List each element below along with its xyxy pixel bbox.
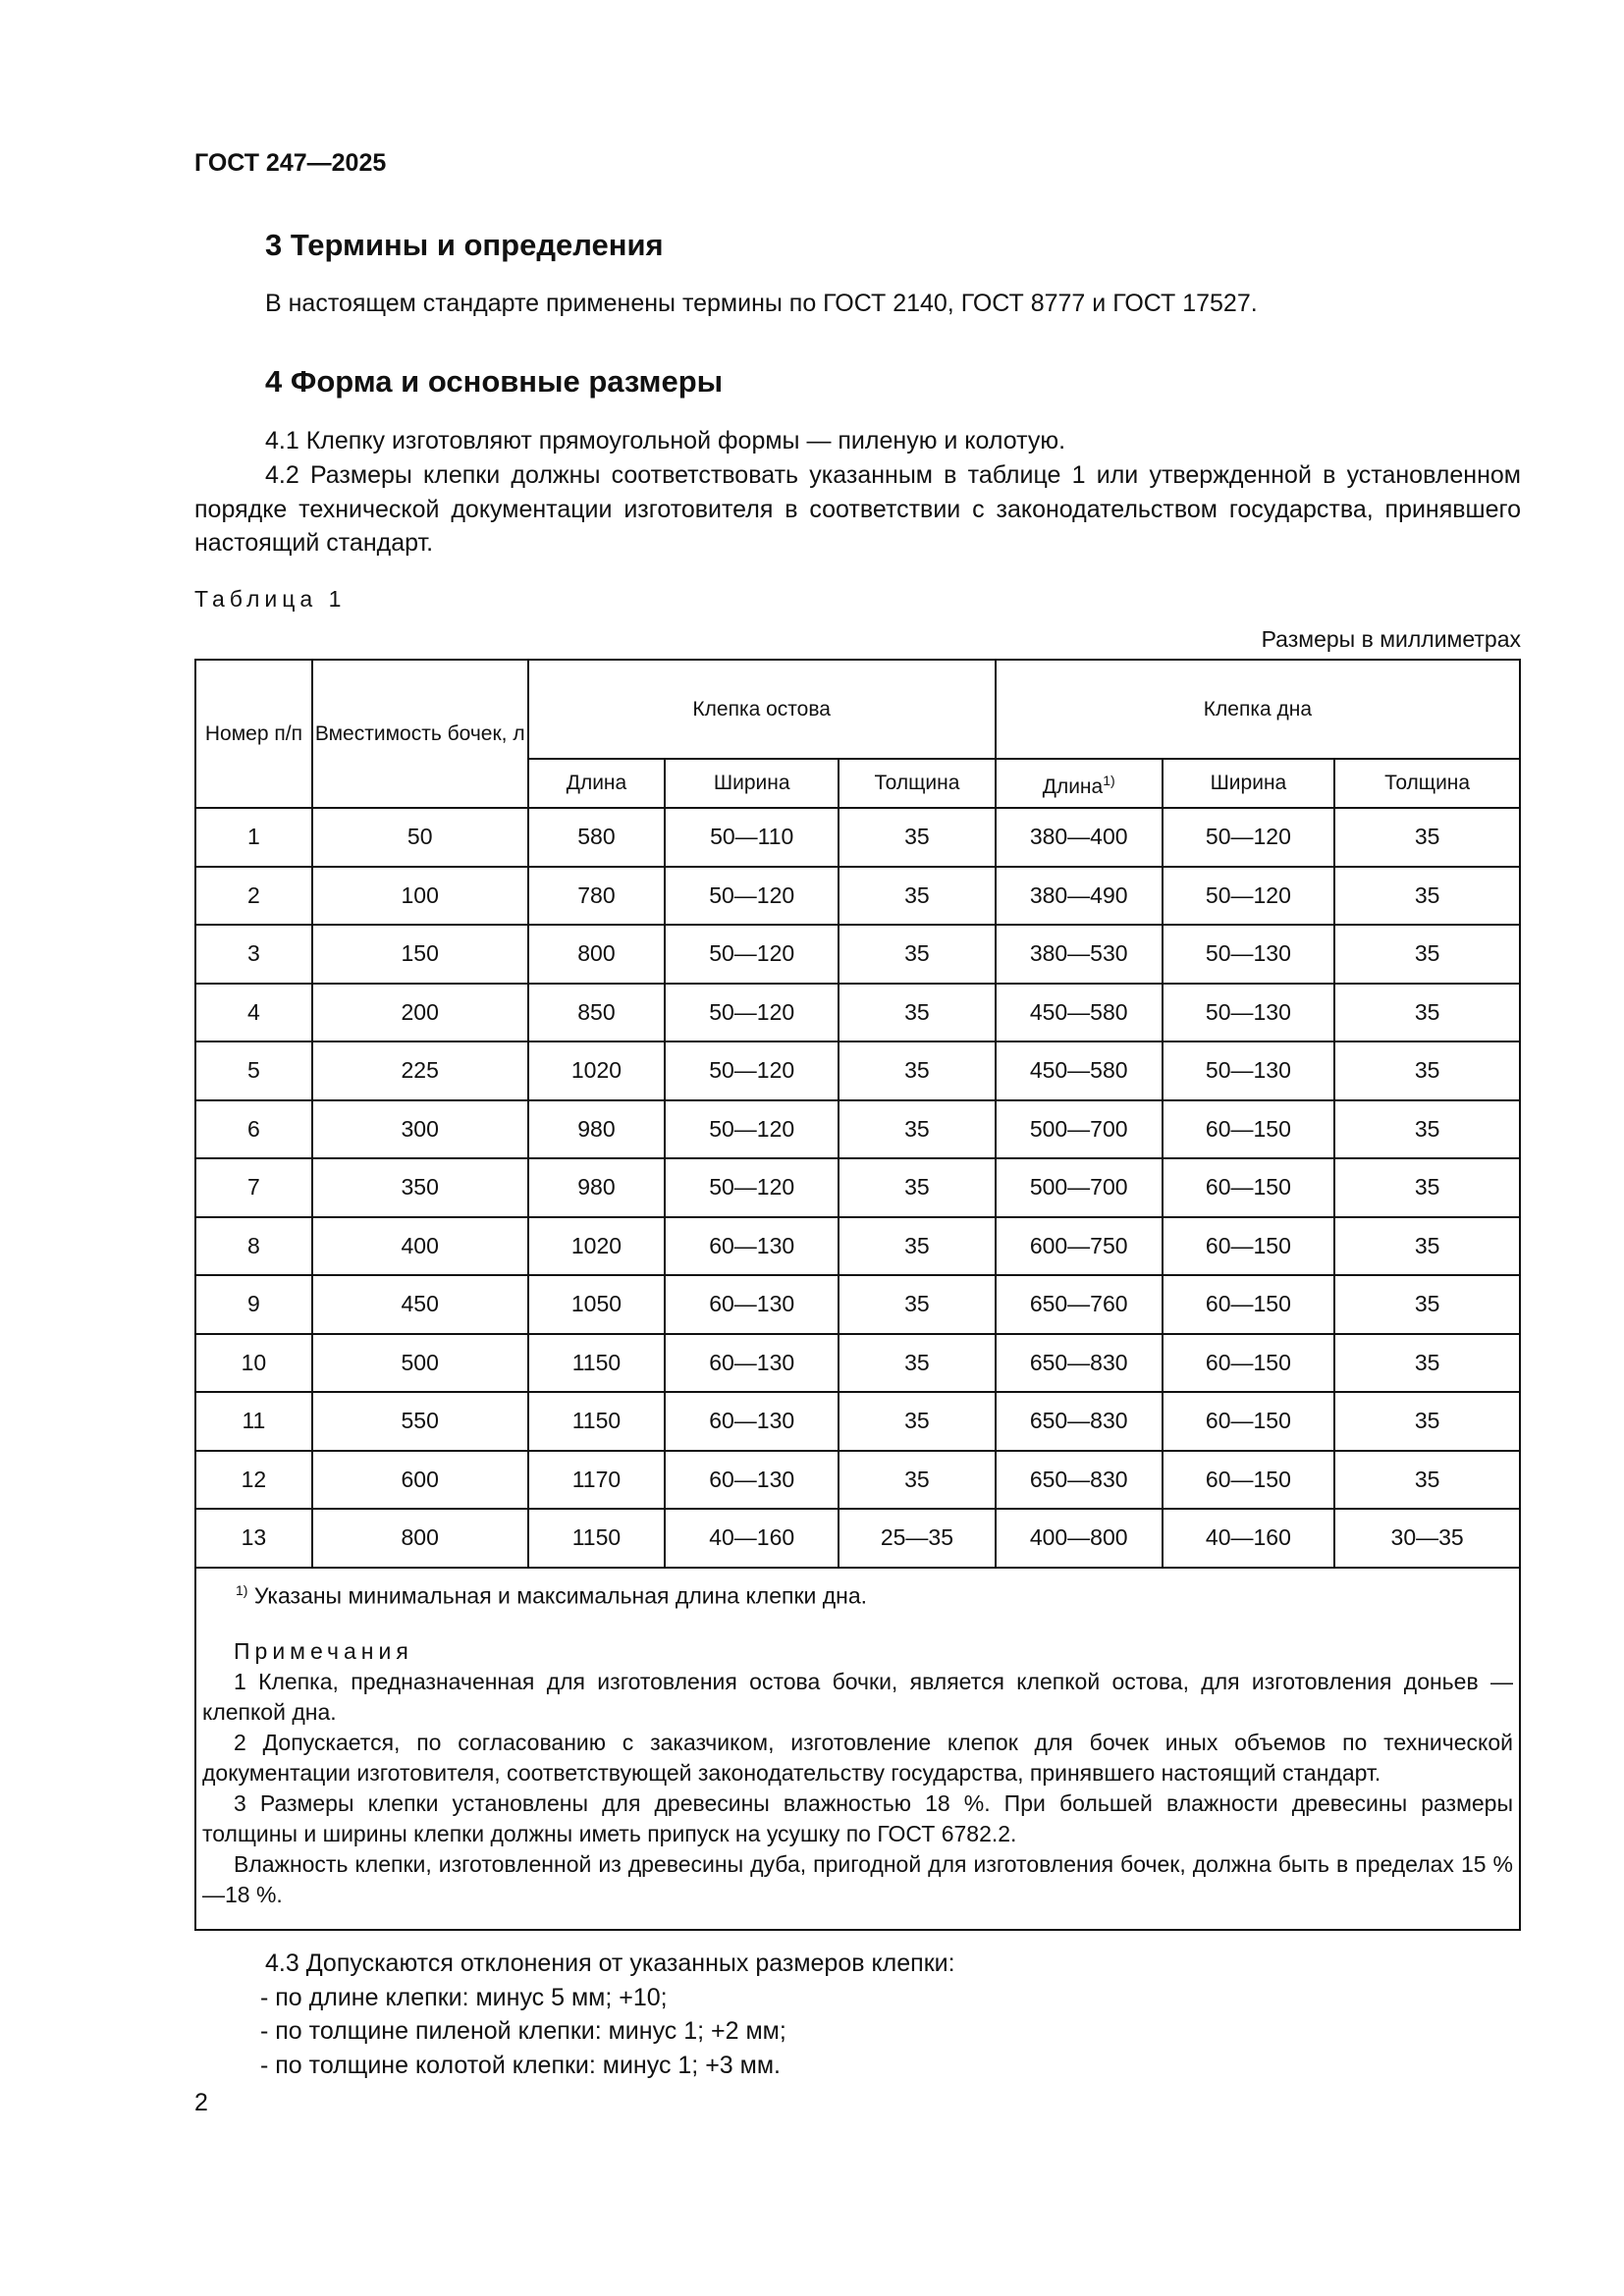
notes-title: Примечания <box>234 1637 413 1664</box>
note-2: 2 Допускается, по согласованию с заказчиком, изготовление клепок для бочек иных объемов по технической документации изготовителя, соответствующей законодательству государства, принявшего настоящий стандарт. <box>202 1729 1513 1786</box>
footnote <box>196 1568 1519 1612</box>
paragraph-4-1: 4.1 Клепку изготовляют прямоугольной формы — пиленую и колотую. <box>265 427 1066 454</box>
table-cell: 5 <box>195 1041 312 1100</box>
table-cell: 35 <box>1334 1100 1520 1159</box>
table-cell: 35 <box>839 984 996 1042</box>
table-cell: 35 <box>839 1451 996 1510</box>
table-cell: 35 <box>1334 1217 1520 1276</box>
table-cell: 1150 <box>528 1334 666 1393</box>
table-row <box>195 808 1520 867</box>
header-bottom-width: Ширина <box>1163 759 1335 808</box>
table-cell: 50—120 <box>665 1041 839 1100</box>
table-cell: 35 <box>839 1392 996 1451</box>
table-cell: 500—700 <box>996 1100 1163 1159</box>
table-cell: 60—150 <box>1163 1275 1335 1334</box>
table-cell: 450—580 <box>996 1041 1163 1100</box>
header-bottom-length <box>996 759 1163 808</box>
table-cell: 35 <box>1334 808 1520 867</box>
table-cell: 35 <box>839 1041 996 1100</box>
table-cell: 2 <box>195 867 312 926</box>
table-cell: 500—700 <box>996 1158 1163 1217</box>
note-1: 1 Клепка, предназначенная для изготовления остова бочки, является клепкой остова, для изготовления доньев — клепкой дна. <box>202 1668 1513 1725</box>
footnote-ref: 1) <box>1103 772 1115 788</box>
table-cell: 500 <box>312 1334 528 1393</box>
table-cell: 60—150 <box>1163 1334 1335 1393</box>
table-row <box>195 1100 1520 1159</box>
table-cell: 50—120 <box>1163 867 1335 926</box>
table-cell: 550 <box>312 1392 528 1451</box>
table-cell: 35 <box>839 1100 996 1159</box>
table-cell: 60—130 <box>665 1217 839 1276</box>
units-note: Размеры в миллиметрах <box>1261 626 1521 652</box>
table-cell: 600—750 <box>996 1217 1163 1276</box>
table-cell: 50—130 <box>1163 1041 1335 1100</box>
table-cell: 35 <box>1334 1392 1520 1451</box>
header-bottom-stave: Клепка дна <box>996 660 1520 759</box>
table-row <box>195 867 1520 926</box>
table-cell: 380—400 <box>996 808 1163 867</box>
table-cell: 650—830 <box>996 1334 1163 1393</box>
table-cell: 60—150 <box>1163 1451 1335 1510</box>
table-cell: 50—120 <box>665 925 839 984</box>
table-cell: 8 <box>195 1217 312 1276</box>
header-width: Ширина <box>665 759 839 808</box>
header-thickness: Толщина <box>839 759 996 808</box>
table-cell: 60—130 <box>665 1451 839 1510</box>
table-cell: 35 <box>1334 1275 1520 1334</box>
table-cell: 60—150 <box>1163 1158 1335 1217</box>
table-row <box>195 1334 1520 1393</box>
table-row <box>195 1451 1520 1510</box>
table-cell: 800 <box>312 1509 528 1568</box>
table-cell: 30—35 <box>1334 1509 1520 1568</box>
section-4-title: 4 Форма и основные размеры <box>265 364 724 399</box>
table-cell: 3 <box>195 925 312 984</box>
table-cell: 11 <box>195 1392 312 1451</box>
table-cell: 35 <box>1334 867 1520 926</box>
table-cell: 50—120 <box>665 984 839 1042</box>
section-3-title: 3 Термины и определения <box>265 228 664 262</box>
table-cell: 980 <box>528 1100 666 1159</box>
bullet-1: - по длине клепки: минус 5 мм; +10; <box>260 1984 668 2011</box>
footnote-mark: 1) <box>236 1582 248 1598</box>
table-cell: 1150 <box>528 1509 666 1568</box>
table-cell: 50 <box>312 808 528 867</box>
table-cell: 6 <box>195 1100 312 1159</box>
paragraph-4-3: 4.3 Допускаются отклонения от указанных размеров клепки: <box>265 1949 955 1977</box>
table-cell: 40—160 <box>665 1509 839 1568</box>
table-row <box>195 1158 1520 1217</box>
table-cell: 850 <box>528 984 666 1042</box>
table-cell: 450 <box>312 1275 528 1334</box>
document-id: ГОСТ 247—2025 <box>194 149 387 177</box>
bullet-3: - по толщине колотой клепки: минус 1; +3 мм. <box>260 2052 781 2079</box>
table-cell: 60—150 <box>1163 1217 1335 1276</box>
table-cell: 35 <box>839 1158 996 1217</box>
table-cell: 60—150 <box>1163 1392 1335 1451</box>
table-cell: 35 <box>839 1217 996 1276</box>
table-cell: 400 <box>312 1217 528 1276</box>
table-cell: 35 <box>839 808 996 867</box>
header-num: Номер п/п <box>195 660 312 808</box>
table-cell: 50—130 <box>1163 984 1335 1042</box>
table-cell: 50—130 <box>1163 925 1335 984</box>
table-cell: 35 <box>839 925 996 984</box>
table-cell: 13 <box>195 1509 312 1568</box>
table-cell: 800 <box>528 925 666 984</box>
section-3-text: В настоящем стандарте применены термины по ГОСТ 2140, ГОСТ 8777 и ГОСТ 17527. <box>265 290 1258 317</box>
table-row <box>195 1509 1520 1568</box>
table-cell: 380—490 <box>996 867 1163 926</box>
table-cell: 225 <box>312 1041 528 1100</box>
table-cell: 10 <box>195 1334 312 1393</box>
table-cell: 35 <box>1334 1041 1520 1100</box>
table-cell: 650—830 <box>996 1451 1163 1510</box>
table-label: Таблица 1 <box>194 586 347 612</box>
table-cell: 780 <box>528 867 666 926</box>
table-cell: 9 <box>195 1275 312 1334</box>
table-cell: 12 <box>195 1451 312 1510</box>
table-row <box>195 1275 1520 1334</box>
table-cell: 35 <box>1334 1158 1520 1217</box>
table-cell: 1020 <box>528 1217 666 1276</box>
table-cell: 380—530 <box>996 925 1163 984</box>
table-cell: 35 <box>1334 1334 1520 1393</box>
table-cell: 50—120 <box>665 867 839 926</box>
table-cell: 580 <box>528 808 666 867</box>
header-bottom-length-label: Длина <box>1042 774 1104 798</box>
header-body-stave: Клепка остова <box>528 660 996 759</box>
table-row <box>195 1217 1520 1276</box>
table-cell: 150 <box>312 925 528 984</box>
table-cell: 25—35 <box>839 1509 996 1568</box>
table-row <box>195 984 1520 1042</box>
table-cell: 35 <box>839 1334 996 1393</box>
table-cell: 400—800 <box>996 1509 1163 1568</box>
table-cell: 300 <box>312 1100 528 1159</box>
table-cell: 100 <box>312 867 528 926</box>
header-bottom-thickness: Толщина <box>1334 759 1520 808</box>
table-cell: 40—160 <box>1163 1509 1335 1568</box>
table-cell: 50—120 <box>665 1100 839 1159</box>
paragraph-4-2: 4.2 Размеры клепки должны соответствовать указанным в таблице 1 или утвержденной в установленном порядке технической документации изготовителя в соответствии с законодательством государства, принявшего настоящий стандарт. <box>194 461 1521 557</box>
table-row <box>195 1041 1520 1100</box>
table-cell: 1170 <box>528 1451 666 1510</box>
table-cell: 60—130 <box>665 1392 839 1451</box>
table-cell: 980 <box>528 1158 666 1217</box>
page-number: 2 <box>194 2089 208 2116</box>
table-cell: 350 <box>312 1158 528 1217</box>
table-cell: 650—830 <box>996 1392 1163 1451</box>
bullet-2: - по толщине пиленой клепки: минус 1; +2 мм; <box>260 2017 786 2045</box>
table-cell: 4 <box>195 984 312 1042</box>
table-cell: 1020 <box>528 1041 666 1100</box>
table-cell: 200 <box>312 984 528 1042</box>
table-cell: 600 <box>312 1451 528 1510</box>
footnote-text: Указаны минимальная и максимальная длина клепки дна. <box>253 1582 868 1609</box>
table-row <box>195 925 1520 984</box>
table-cell: 650—760 <box>996 1275 1163 1334</box>
table-cell: 35 <box>1334 984 1520 1042</box>
table-cell: 35 <box>839 867 996 926</box>
table-notes <box>194 1568 1521 1931</box>
table-cell: 450—580 <box>996 984 1163 1042</box>
table-cell: 35 <box>1334 925 1520 984</box>
header-length: Длина <box>528 759 666 808</box>
table-cell: 60—150 <box>1163 1100 1335 1159</box>
table-cell: 1150 <box>528 1392 666 1451</box>
table-cell: 1050 <box>528 1275 666 1334</box>
table-cell: 50—110 <box>665 808 839 867</box>
table-cell: 50—120 <box>1163 808 1335 867</box>
note-4: Влажность клепки, изготовленной из древесины дуба, пригодной для изготовления бочек, должна быть в пределах 15 %—18 %. <box>202 1850 1513 1907</box>
table-cell: 60—130 <box>665 1334 839 1393</box>
dimensions-table <box>194 659 1521 1569</box>
table-cell: 7 <box>195 1158 312 1217</box>
table-cell: 35 <box>1334 1451 1520 1510</box>
table-cell: 35 <box>839 1275 996 1334</box>
table-cell: 50—120 <box>665 1158 839 1217</box>
header-capacity: Вместимость бочек, л <box>312 660 528 808</box>
table-row <box>195 1392 1520 1451</box>
table-cell: 60—130 <box>665 1275 839 1334</box>
table-cell: 1 <box>195 808 312 867</box>
note-3: 3 Размеры клепки установлены для древесины влажностью 18 %. При большей влажности древесины размеры толщины и ширины клепки должны иметь припуск на усушку по ГОСТ 6782.2. <box>202 1789 1513 1846</box>
